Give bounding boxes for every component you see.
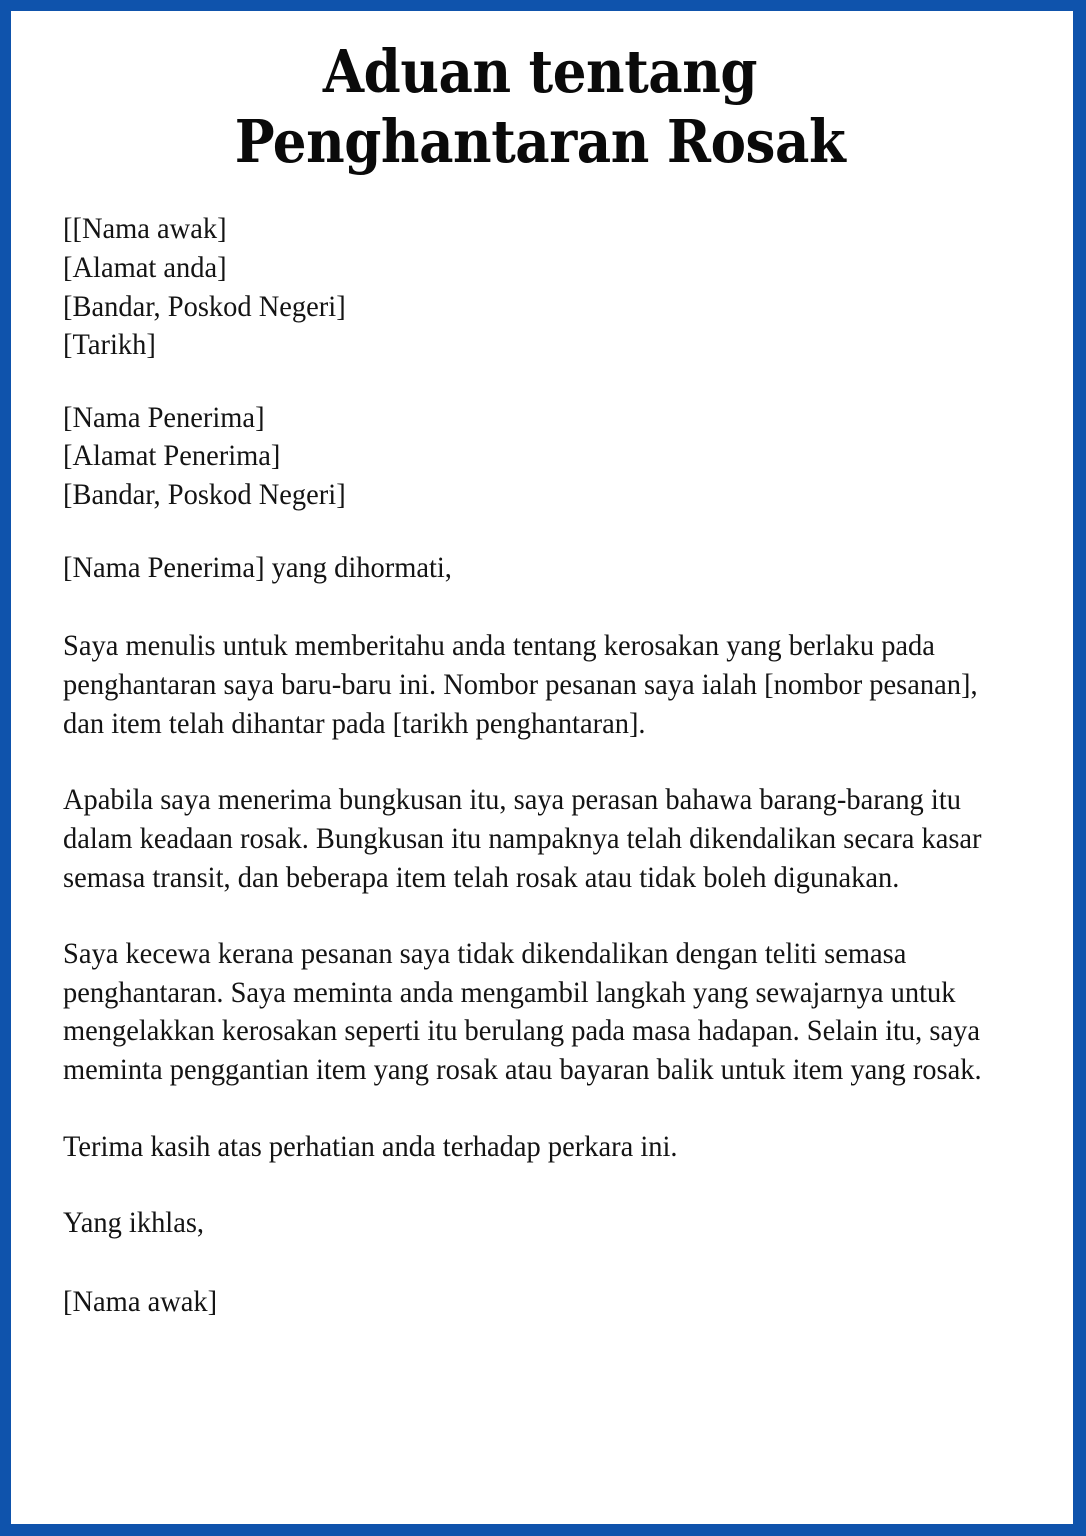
body-paragraph: Saya kecewa kerana pesanan saya tidak dikendalikan dengan teliti semasa penghantaran. Saya meminta anda mengambil langkah yang sewajarnya untuk mengelakkan kerosakan seperti itu berulang pada masa hadapan. Selain itu, saya meminta penggantian item yang rosak atau bayaran balik untuk item yang rosak. xyxy=(63,938,982,1087)
closing-line: Yang ikhlas, xyxy=(63,1207,205,1240)
recipient-address-block xyxy=(63,399,984,515)
sender-address-line: [Bandar, Poskod Negeri] xyxy=(63,290,346,323)
body-paragraph: Saya menulis untuk memberitahu anda tentang kerosakan yang berlaku pada penghantaran saya baru-baru ini. Nombor pesanan saya ialah [nombor pesanan], dan item telah dihantar pada [tarikh penghantaran]. xyxy=(63,630,978,740)
sender-address-line: [Alamat anda] xyxy=(63,251,227,284)
recipient-address-line: [Alamat Penerima] xyxy=(63,440,281,473)
letter-body xyxy=(63,210,984,1321)
recipient-address-line: [Bandar, Poskod Negeri] xyxy=(63,479,346,512)
signature-line: [Nama awak] xyxy=(63,1286,218,1319)
salutation-line: [Nama Penerima] yang dihormati, xyxy=(63,551,452,584)
sender-address-line: [Tarikh] xyxy=(63,329,156,362)
document-page xyxy=(11,11,1073,1524)
page-title: Aduan tentang Penghantaran Rosak xyxy=(234,37,846,176)
body-paragraph: Apabila saya menerima bungkusan itu, saya perasan bahawa barang-barang itu dalam keadaan rosak. Bungkusan itu nampaknya telah dikendalikan secara kasar semasa transit, dan beberapa item telah rosak atau tidak boleh digunakan. xyxy=(63,784,982,894)
sender-address-line: [[Nama awak] xyxy=(63,213,227,246)
body-paragraph: Terima kasih atas perhatian anda terhadap perkara ini. xyxy=(63,1130,678,1163)
sender-address-block xyxy=(63,210,984,365)
recipient-address-line: [Nama Penerima] xyxy=(63,401,265,434)
